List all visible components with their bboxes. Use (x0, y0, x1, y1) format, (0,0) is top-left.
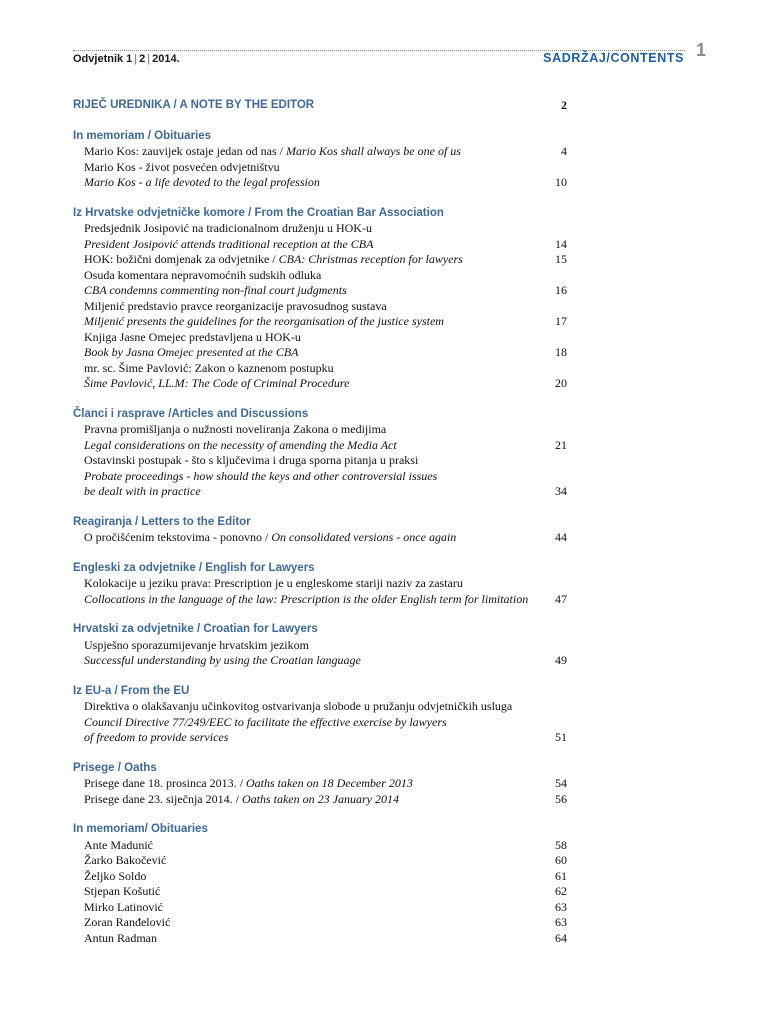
entry-title: O pročišćenim tekstovima - ponovno / (84, 530, 272, 544)
page-ref: 51 (555, 730, 567, 744)
entry-title: Stjepan Košutić (84, 884, 161, 898)
entry-title-english: Mario Kos - a life devoted to the legal profession (84, 175, 320, 189)
issue-year: 2014. (152, 53, 180, 65)
toc-entry[interactable] (73, 638, 567, 654)
entry-title-english: Legal considerations on the necessity of amending the Media Act (84, 437, 397, 452)
entry-title: Željko Soldo (84, 868, 147, 883)
page-ref: 14 (555, 236, 567, 251)
page-ref: 54 (555, 776, 567, 790)
page-ref: 64 (555, 930, 567, 945)
toc-entry[interactable] (73, 869, 567, 885)
entry-title: Mario Kos - život posvećen odvjetništvu (84, 159, 280, 174)
entry-title: HOK: božični domjenak za odvjetnike / (84, 252, 279, 266)
toc-entry[interactable] (73, 314, 567, 330)
page-ref: 2 (561, 98, 567, 112)
toc-entry[interactable] (73, 530, 567, 546)
entry-title-english: President Josipović attends traditional reception at the CBA (84, 236, 374, 251)
contents-title: SADRŽAJ/CONTENTS (543, 51, 684, 65)
entry-title-english: Book by Jasna Omejec presented at the CBA (84, 345, 299, 359)
page-ref: 60 (555, 853, 567, 867)
page-ref: 34 (555, 484, 567, 498)
toc-section (73, 822, 567, 946)
section-heading-text: Engleski za odvjetnike / English for Lawyers (73, 561, 315, 574)
page-ref: 56 (555, 791, 567, 806)
entry-title: Žarko Bakočević (84, 853, 167, 867)
section-heading-text: Iz EU-a / From the EU (73, 684, 190, 697)
section-heading[interactable] (73, 684, 567, 700)
entry-title-english: Successful understanding by using the Croatian language (84, 653, 361, 667)
toc-section (73, 206, 567, 392)
page-ref: 62 (555, 884, 567, 898)
section-heading-text: In memoriam / Obituaries (73, 129, 212, 142)
page-ref: 63 (555, 899, 567, 914)
entry-title: Predsjednik Josipović na tradicionalnom druženju u HOK-u (84, 221, 372, 235)
section-heading-text: RIJEČ UREDNIKA / A NOTE BY THE EDITOR (73, 99, 315, 111)
section-heading[interactable] (73, 622, 567, 638)
entry-title-english: Collocations in the language of the law: Prescription is the older English term for limitation (84, 591, 529, 606)
toc-entry[interactable] (73, 931, 567, 947)
toc-entry[interactable] (73, 299, 567, 315)
toc-entry[interactable] (73, 283, 567, 299)
page-ref: 63 (555, 915, 567, 929)
page-ref: 21 (555, 437, 567, 452)
entry-title-english: CBA: Christmas reception for lawyers (278, 252, 463, 266)
toc-entry[interactable] (73, 653, 567, 669)
entry-title: Mario Kos: zauvijek ostaje jedan od nas / (84, 144, 286, 158)
page-ref: 4 (561, 144, 567, 158)
entry-title: Kolokacije u jeziku prava: Prescription je u engleskome stariji naziv za zastaru (84, 576, 463, 590)
toc-entry[interactable] (73, 884, 567, 900)
entry-title-english: Šime Pavlović, LL.M: The Code of Criminal Procedure (84, 376, 350, 390)
entry-title-english: of freedom to provide services (84, 730, 229, 744)
toc-entry[interactable] (73, 730, 567, 746)
entry-title: Uspješno sporazumijevanje hrvatskim jezikom (84, 637, 309, 652)
section-heading-text: In memoriam/ Obituaries (73, 823, 208, 835)
entry-title: Prisege dane 23. siječnja 2014. / (84, 791, 242, 806)
entry-title: Prisege dane 18. prosinca 2013. / (84, 776, 246, 790)
entry-title-english: Mario Kos shall always be one of us (285, 144, 461, 158)
page-ref: 15 (555, 252, 567, 266)
entry-title: Ostavinski postupak - što s ključevima i druga sporna pitanja u praksi (84, 453, 419, 467)
toc-entry[interactable] (73, 838, 567, 854)
section-heading-text: Iz Hrvatske odvjetničke komore / From the Croatian Bar Association (73, 206, 444, 219)
toc-section (73, 98, 567, 114)
toc-entry[interactable] (73, 915, 567, 931)
toc-entry[interactable] (73, 330, 567, 346)
issue-title: Odvjetnik 1 (73, 53, 133, 65)
toc-entry[interactable] (73, 221, 567, 237)
toc-entry[interactable] (73, 345, 567, 361)
toc-entry[interactable] (73, 376, 567, 392)
section-heading[interactable] (73, 129, 567, 145)
section-heading-text: Članci i rasprave /Articles and Discussions (73, 407, 309, 420)
toc-section (73, 622, 567, 669)
page-ref: 20 (555, 376, 567, 390)
page-ref: 18 (555, 345, 567, 359)
page-ref: 61 (555, 868, 567, 883)
page-ref: 47 (555, 591, 567, 606)
section-heading-text: Prisege / Oaths (73, 761, 157, 774)
issue-separator: | (147, 53, 151, 65)
toc-entry[interactable] (73, 576, 567, 592)
toc-entry[interactable] (73, 175, 567, 191)
entry-title-english: Probate proceedings - how should the keys and other controversial issues (84, 468, 438, 483)
issue-label (73, 53, 180, 65)
page-ref: 58 (555, 837, 567, 852)
page-ref: 17 (555, 314, 567, 328)
entry-title: Antun Radman (84, 930, 157, 945)
toc-entry[interactable] (73, 715, 567, 731)
toc-entry[interactable] (73, 792, 567, 808)
toc-section (73, 407, 567, 500)
section-heading[interactable] (73, 822, 567, 838)
entry-title-english: Oaths taken on 23 January 2014 (241, 791, 399, 806)
toc-section (73, 561, 567, 608)
entry-title: Miljenić predstavio pravce reorganizacije pravosudnog sustava (84, 298, 387, 313)
section-heading[interactable] (73, 561, 567, 577)
issue-number: 2 (139, 53, 146, 65)
entry-title: Osuda komentara nepravomoćnih sudskih odluka (84, 267, 322, 282)
section-heading[interactable] (73, 98, 567, 114)
toc-entry[interactable] (73, 361, 567, 377)
toc-section (73, 129, 567, 191)
entry-title-english: CBA condemns commenting non-final court judgments (84, 283, 347, 297)
entry-title-english: On consolidated versions - once again (271, 530, 457, 544)
section-heading[interactable] (73, 206, 567, 222)
section-heading[interactable] (73, 407, 567, 423)
toc-entry[interactable] (73, 699, 567, 715)
toc-entry[interactable] (73, 422, 567, 438)
toc-entry[interactable] (73, 160, 567, 176)
entry-title: Knjiga Jasne Omejec predstavljena u HOK-u (84, 329, 301, 344)
toc-entry[interactable] (73, 900, 567, 916)
section-heading-text: Hrvatski za odvjetnike / Croatian for Lawyers (73, 623, 318, 635)
toc-entry[interactable] (73, 484, 567, 500)
entry-title-english: Council Directive 77/249/EEC to facilitate the effective exercise by lawyers (84, 714, 447, 729)
entry-title: mr. sc. Šime Pavlović: Zakon o kaznenom postupku (84, 360, 334, 375)
entry-title: Mirko Latinović (84, 899, 163, 914)
toc-entry[interactable] (73, 144, 567, 160)
toc-entry[interactable] (73, 268, 567, 284)
toc-entry[interactable] (73, 453, 567, 469)
entry-title-english: Miljenić presents the guidelines for the reorganisation of the justice system (84, 314, 444, 328)
entry-title: Zoran Ranđelović (84, 915, 171, 929)
toc-section (73, 761, 567, 808)
entry-title: Pravna promišljanja o nužnosti noveliranja Zakona o medijima (84, 422, 387, 436)
section-heading-text: Reagiranja / Letters to the Editor (73, 515, 251, 528)
page-ref: 49 (555, 653, 567, 667)
entry-title-english: Oaths taken on 18 December 2013 (245, 776, 413, 790)
toc-entry[interactable] (73, 469, 567, 485)
table-of-contents (73, 98, 567, 961)
toc-entry[interactable] (73, 853, 567, 869)
page-number: 1 (696, 40, 707, 60)
page-ref: 16 (555, 283, 567, 297)
entry-title: Ante Madunić (84, 837, 153, 852)
toc-section (73, 684, 567, 746)
entry-title-english: be dealt with in practice (84, 484, 201, 498)
entry-title: Direktiva o olakšavanju učinkovitog ostvarivanja slobode u pružanju odvjetničkih usluga (84, 699, 513, 713)
toc-entry[interactable] (73, 592, 567, 608)
page-ref: 44 (555, 530, 567, 544)
toc-entry[interactable] (73, 252, 567, 268)
section-heading[interactable] (73, 515, 567, 531)
toc-entry[interactable] (73, 776, 567, 792)
toc-entry[interactable] (73, 237, 567, 253)
toc-section (73, 515, 567, 546)
page-ref: 10 (555, 175, 567, 189)
issue-separator: | (134, 53, 138, 65)
section-heading[interactable] (73, 761, 567, 777)
toc-entry[interactable] (73, 438, 567, 454)
